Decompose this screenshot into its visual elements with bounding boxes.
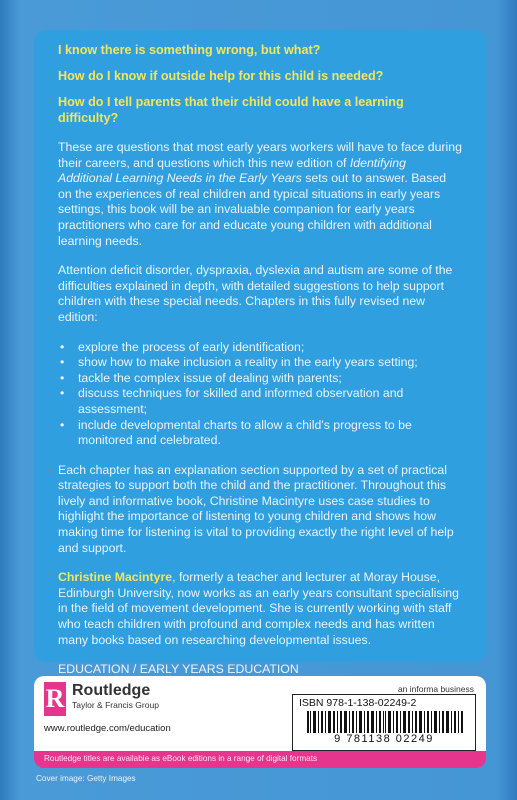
chapter-features-list <box>58 340 462 449</box>
intro-paragraph: These are questions that most early years workers will have to face during their careers, and questions which this new edition of Identifying Additional Learning Needs in the Early Years sets out to answer. Based on the experiences of real children and typical situations in early years settings, this book will be an invaluable companion for early years practitioners who care for and educate young children with additional learning needs. <box>58 140 462 248</box>
informa-tagline: an informa business <box>397 684 474 694</box>
cover-image-credit: Cover image: Getty Images <box>36 774 136 783</box>
book-title: Identifying Additional Learning Needs in the Early Years <box>58 155 406 186</box>
barcode-icon <box>307 711 463 733</box>
ebook-note: Routledge titles are available as eBook editions in a range of digital formats <box>44 754 318 763</box>
blurb-panel <box>34 30 486 677</box>
author-name: Christine Macintyre <box>58 570 173 585</box>
routledge-logo-icon: R <box>44 682 66 716</box>
list-item: • explore the process of early identification; <box>78 340 462 356</box>
publisher-group: Taylor & Francis Group <box>72 700 159 710</box>
publisher-name: Routledge <box>72 682 151 699</box>
description-paragraph: Attention deficit disorder, dyspraxia, dyslexia and autism are some of the difficulties explained in depth, with detailed suggestions to help support children with these special needs. Chapters in this fully revised new edition: <box>58 263 453 324</box>
list-item: • discuss techniques for skilled and informed observation and assessment; <box>78 386 462 417</box>
publisher-strip <box>34 676 486 768</box>
question-2: How do I know if outside help for this child is needed? <box>58 69 384 83</box>
chapter-structure-paragraph: Each chapter has an explanation section supported by a set of practical strategies to support both the child and the practitioner. Throughout this lively and informative book, Christine Macintyre uses case studies to highlight the importance of listening to young children and shows how making time for listening is vital to providing exactly the right level of help and support. <box>58 462 454 555</box>
barcode-number: 9 781138 02249 <box>334 733 434 745</box>
list-item: • include developmental charts to allow a child's progress to be monitored and celebrated. <box>78 418 462 449</box>
list-item: • show how to make inclusion a reality in the early years setting; <box>78 355 462 371</box>
question-1: I know there is something wrong, but what? <box>58 43 321 57</box>
publisher-url: www.routledge.com/education <box>44 723 171 734</box>
isbn-text: ISBN 978-1-138-02249-2 <box>299 697 417 709</box>
isbn-barcode <box>292 694 476 751</box>
author-bio: Christine Macintyre, formerly a teacher and lecturer at Moray House, Edinburgh University, now works as an early years consultant specialising in the field of movement development. She is currently working with staff who teach children with profound and complex needs and has written many books based on researching developmental issues. <box>58 570 459 647</box>
list-item: • tackle the complex issue of dealing with parents; <box>78 371 462 387</box>
publisher-info-area <box>34 676 486 751</box>
question-3: How do I tell parents that their child could have a learning difficulty? <box>58 95 404 125</box>
subject-category: EDUCATION / EARLY YEARS EDUCATION <box>58 662 299 677</box>
